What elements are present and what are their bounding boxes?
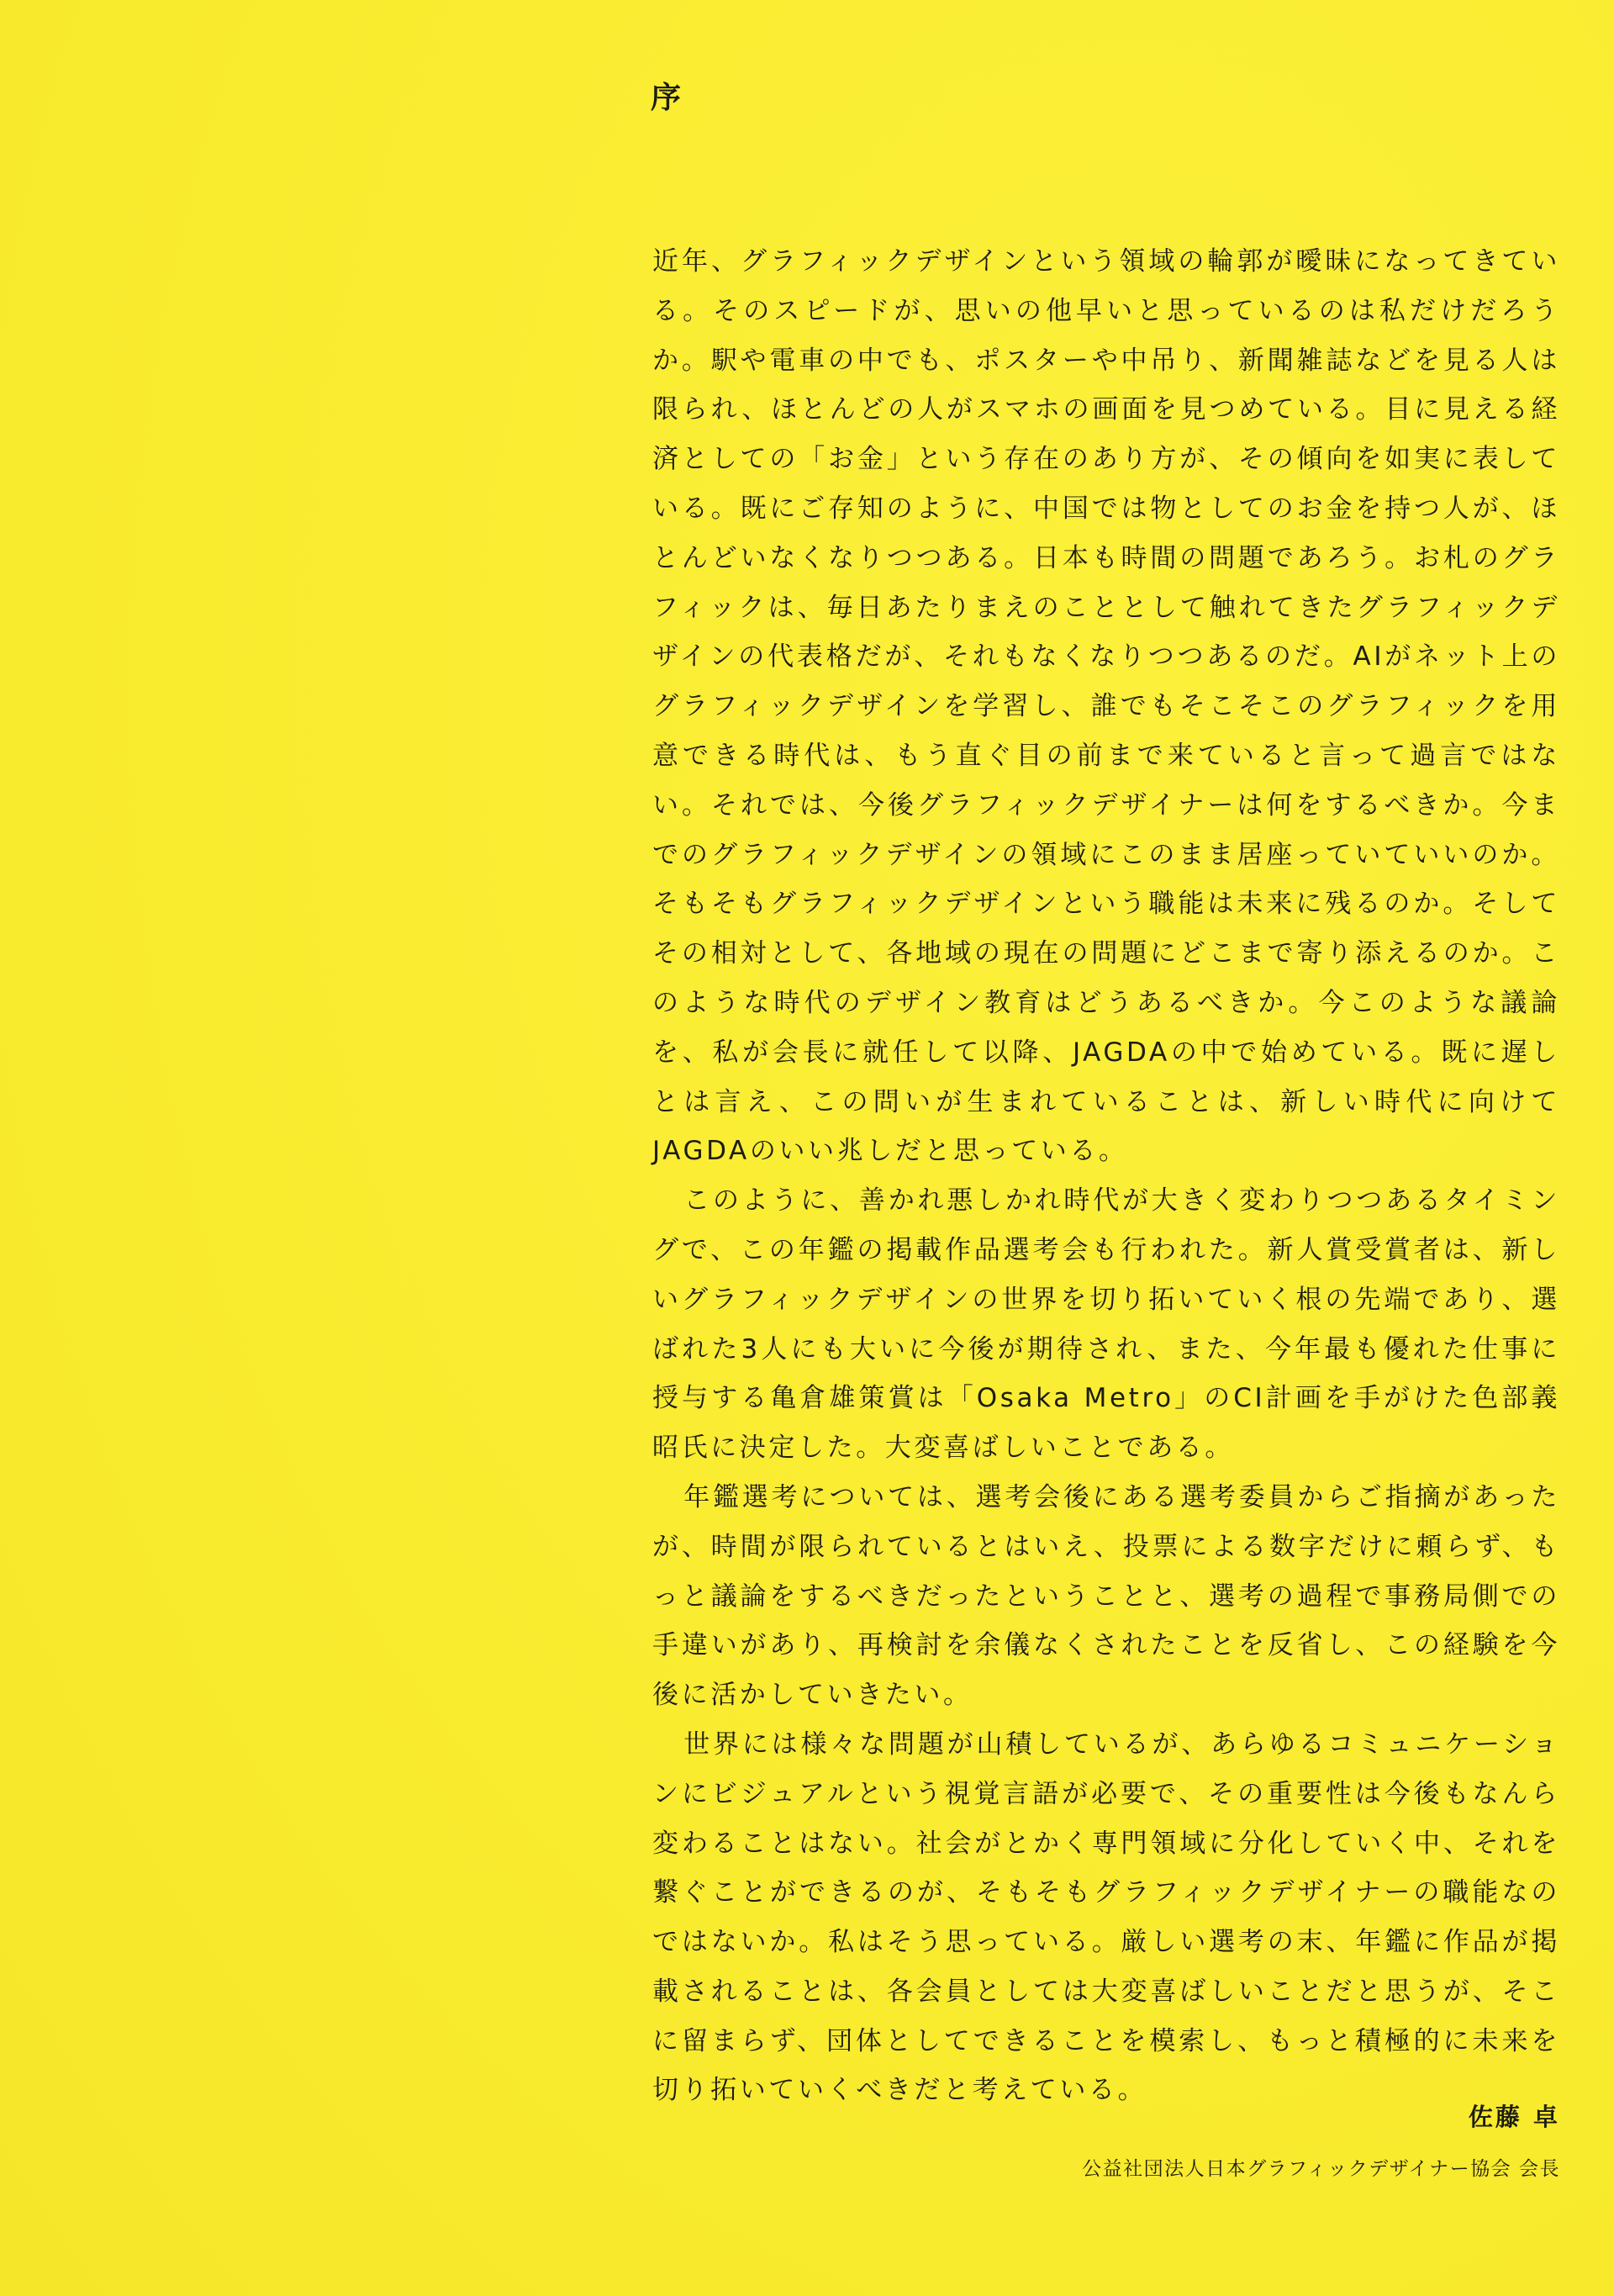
- paragraph-3: 年鑑選考については、選考会後にある選考委員からご指摘があったが、時間が限られているとはいえ、投票による数字だけに頼らず、もっと議論をするべきだったということと、選考の過程で事務局側での手違いがあり、再検討を余儀なくされたことを反省し、この経験を今後に活かしていきたい。: [652, 1481, 1560, 1711]
- page-title: 序: [651, 81, 682, 115]
- signature-name: 佐藤 卓: [1468, 2103, 1560, 2131]
- paragraph-4: 世界には様々な問題が山積しているが、あらゆるコミュニケーションにビジュアルという視覚言語が必要で、その重要性は今後もなんら変わることはない。社会がとかく専門領域に分化していく中、それを繋ぐことができるのが、そもそもグラフィックデザイナーの職能なのではないか。私はそう思っている。厳しい選考の末、年鑑に作品が掲載されることは、各会員としては大変喜ばしいことだと思うが、そこに留まらず、団体としてできることを模索し、もっと積極的に未来を切り拓いていくべきだと考えている。: [652, 1729, 1560, 2106]
- paragraph-1: 近年、グラフィックデザインという領域の輪郭が曖昧になってきている。そのスピードが、思いの他早いと思っているのは私だけだろうか。駅や電車の中でも、ポスターや中吊り、新聞雑誌などを見る人は限られ、ほとんどの人がスマホの画面を見つめている。目に見える経済としての「お金」という存在のあり方が、その傾向を如実に表している。既にご存知のように、中国では物としてのお金を持つ人が、ほとんどいなくなりつつある。日本も時間の問題であろう。お札のグラフィックは、毎日あたりまえのこととして触れてきたグラフィックデザインの代表格だが、それもなくなりつつあるのだ。AIがネット上のグラフィックデザインを学習し、誰でもそこそこのグラフィックを用意できる時代は、もう直ぐ目の前まで来ていると言って過言ではない。それでは、今後グラフィックデザイナーは何をするべきか。今までのグラフィックデザインの領域にこのまま居座っていていいのか。そもそもグラフィックデザインという職能は未来に残るのか。そしてその相対として、各地域の現在の問題にどこまで寄り添えるのか。このような時代のデザイン教育はどうあるべきか。今このような議論を、私が会長に就任して以降、JAGDAの中で始めている。既に遅しとは言え、この問いが生まれていることは、新しい時代に向けてJAGDAのいい兆しだと思っている。: [652, 246, 1560, 1167]
- body-text: [652, 237, 1560, 2115]
- signature-role: 公益社団法人日本グラフィックデザイナー協会 会長: [1082, 2158, 1560, 2180]
- paragraph-2: このように、善かれ悪しかれ時代が大きく変わりつつあるタイミングで、この年鑑の掲載作品選考会も行われた。新人賞受賞者は、新しいグラフィックデザインの世界を切り拓いていく根の先端であり、選ばれた3人にも大いに今後が期待され、また、今年最も優れた仕事に授与する亀倉雄策賞は「Osaka Metro」のCI計画を手がけた色部義昭氏に決定した。大変喜ばしいことである。: [652, 1185, 1560, 1464]
